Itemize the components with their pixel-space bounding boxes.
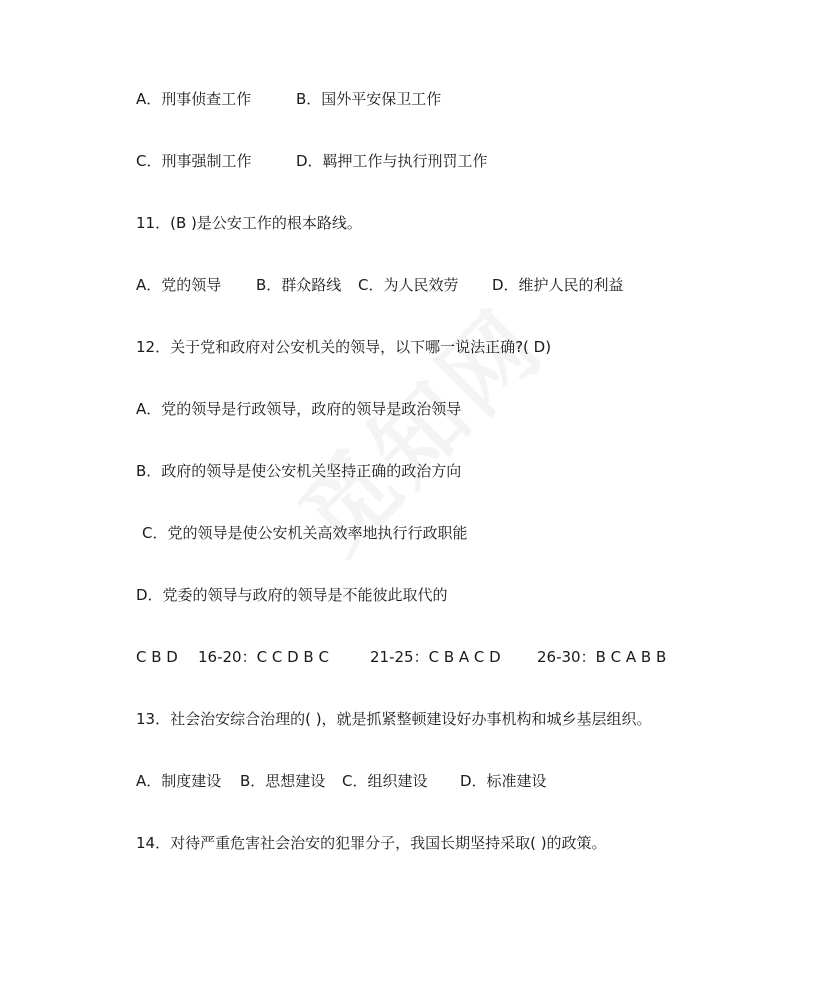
q12-option-d: D．党委的领导与政府的领导是不能彼此取代的 (136, 586, 448, 604)
q13-question: 13．社会治安综合治理的( )，就是抓紧整顿建设好办事机构和城乡基层组织。 (136, 710, 652, 728)
q12-question: 12．关于党和政府对公安机关的领导，以下哪一说法正确?( D) (136, 338, 552, 356)
q13-option-c: C．组织建设 (342, 772, 428, 790)
q12-option-b: B．政府的领导是使公安机关坚持正确的政治方向 (136, 462, 462, 480)
q11-option-c: C．为人民效劳 (358, 276, 459, 294)
q11-question-row (0, 210, 830, 236)
answer-key-group-1: C B D (136, 648, 178, 666)
q11-option-d: D．维护人民的利益 (492, 276, 624, 294)
q10-options-row-1 (0, 86, 830, 112)
q13-options-row (0, 768, 830, 794)
answer-key-group-2: 16-20：C C D B C (198, 648, 329, 666)
q12-question-row (0, 334, 830, 360)
q12-option-c-row (0, 520, 830, 546)
answer-key-group-3: 21-25：C B A C D (370, 648, 501, 666)
q11-options-row (0, 272, 830, 298)
q11-question: 11．(B )是公安工作的根本路线。 (136, 214, 362, 232)
answer-key-row (0, 644, 830, 670)
q13-option-b: B．思想建设 (240, 772, 326, 790)
q13-question-row (0, 706, 830, 732)
q12-option-a: A．党的领导是行政领导，政府的领导是政治领导 (136, 400, 462, 418)
q11-option-b: B．群众路线 (256, 276, 342, 294)
q13-option-a: A．制度建设 (136, 772, 222, 790)
q12-option-c: C．党的领导是使公安机关高效率地执行行政职能 (142, 524, 468, 542)
q10-option-c: C．刑事强制工作 (136, 152, 252, 170)
answer-key-group-4: 26-30：B C A B B (537, 648, 667, 666)
q14-question-row (0, 830, 830, 856)
q12-option-a-row (0, 396, 830, 422)
q12-option-d-row (0, 582, 830, 608)
q11-option-a: A．党的领导 (136, 276, 222, 294)
q10-option-b: B．国外平安保卫工作 (296, 90, 442, 108)
q10-options-row-2 (0, 148, 830, 174)
q13-option-d: D．标准建设 (460, 772, 547, 790)
q10-option-a: A．刑事侦查工作 (136, 90, 252, 108)
q12-option-b-row (0, 458, 830, 484)
q10-option-d: D．羁押工作与执行刑罚工作 (296, 152, 488, 170)
q14-question: 14．对待严重危害社会治安的犯罪分子，我国长期坚持采取( )的政策。 (136, 834, 607, 852)
